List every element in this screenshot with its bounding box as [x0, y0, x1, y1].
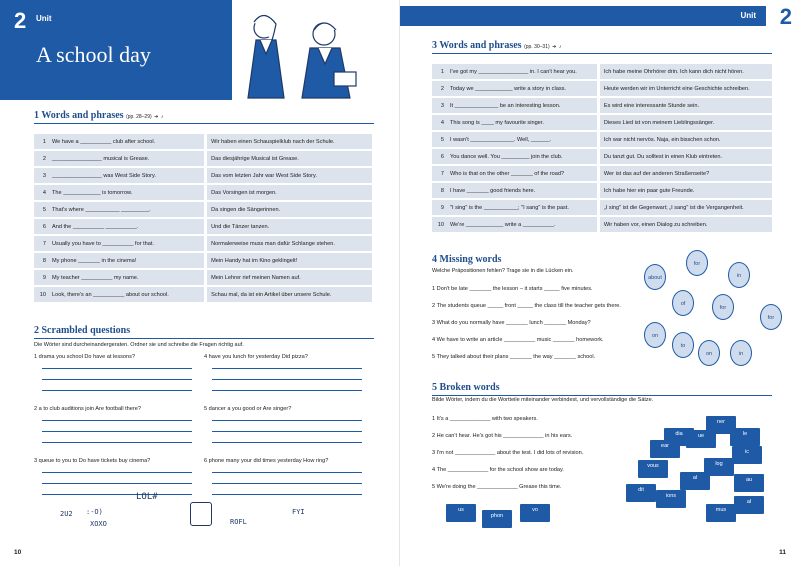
- german-cell: Es wird eine interessante Stunde sein.: [600, 98, 772, 113]
- answer-line[interactable]: [212, 420, 362, 421]
- section1-table: [34, 132, 372, 304]
- section3-table: [432, 62, 772, 234]
- german-cell: Und die Tänzer tanzen.: [207, 219, 372, 234]
- row-number: 10: [34, 287, 48, 302]
- english-cell[interactable]: It ______________ be an interesting lesson.: [446, 98, 597, 113]
- row-number: 2: [432, 81, 446, 96]
- balloon-word[interactable]: for: [712, 294, 734, 320]
- sentence-item[interactable]: 5 They talked about their plans _______ the way _______ school.: [432, 354, 596, 360]
- balloon-word[interactable]: on: [644, 322, 666, 348]
- english-cell[interactable]: "I sing" is the ___________; "I sang" is the past.: [446, 200, 597, 215]
- table-row: [34, 270, 372, 285]
- cheese-piece[interactable]: au: [734, 474, 764, 492]
- cheese-piece[interactable]: le: [730, 428, 760, 446]
- german-cell: Ich habe meine Ohrhörer drin. Ich kann dich nicht hören.: [600, 64, 772, 79]
- german-cell: Wir haben einen Schauspielklub nach der Schule.: [207, 134, 372, 149]
- answer-line[interactable]: [42, 442, 192, 443]
- german-cell: Du tanzt gut. Du solltest in einen Klub eintreten.: [600, 149, 772, 164]
- table-row: [34, 253, 372, 268]
- row-number: 7: [34, 236, 48, 251]
- balloon-word[interactable]: about: [644, 264, 666, 290]
- table-row: [34, 151, 372, 166]
- row-number: 4: [432, 115, 446, 130]
- section4-instruction: Welche Präpositionen fehlen? Trage sie in die Lücken ein.: [432, 268, 574, 274]
- german-cell: Das Vorsingen ist morgen.: [207, 185, 372, 200]
- unit-label: Unit: [36, 14, 52, 23]
- cheese-piece[interactable]: mus: [706, 504, 736, 522]
- table-row: [432, 200, 772, 215]
- row-number: 7: [432, 166, 446, 181]
- answer-line[interactable]: [212, 442, 362, 443]
- table-row: [432, 149, 772, 164]
- table-row: [432, 166, 772, 181]
- row-number: 3: [34, 168, 48, 183]
- arrow-right-icon: ➜: [154, 114, 159, 120]
- section2-heading: 2 Scrambled questions: [34, 325, 131, 336]
- english-cell[interactable]: Today we ____________ write a story in class.: [446, 81, 597, 96]
- sentence-item[interactable]: 1 Don't be late _______ the lesson – it starts _____ five minutes.: [432, 286, 593, 292]
- sentence-item[interactable]: 5 We're doing the _____________ Grease this time.: [432, 484, 562, 490]
- table-row: [34, 168, 372, 183]
- cheese-piece[interactable]: ear: [650, 440, 680, 458]
- answer-line[interactable]: [212, 390, 362, 391]
- row-number: 1: [432, 64, 446, 79]
- german-cell: Wer ist das auf der anderen Straßenseite?: [600, 166, 772, 181]
- german-cell: Mein Lehrer rief meinen Namen auf.: [207, 270, 372, 285]
- balloon-word[interactable]: for: [686, 250, 708, 276]
- german-cell: Schau mal, da ist ein Artikel über unsere Schule.: [207, 287, 372, 302]
- english-cell[interactable]: ________________ was West Side Story.: [48, 168, 204, 183]
- english-cell[interactable]: That's where ___________ _________.: [48, 202, 204, 217]
- english-cell[interactable]: ________________ musical is Grease.: [48, 151, 204, 166]
- sentence-item[interactable]: 2 He can't hear. He's got his _____________ in his ears.: [432, 433, 573, 439]
- page-title: A school day: [36, 42, 151, 67]
- unit-number-right: 2: [779, 4, 792, 29]
- balloon-word[interactable]: in: [730, 340, 752, 366]
- english-cell[interactable]: We're ____________ write a __________.: [446, 217, 597, 232]
- section5-instruction: Bilde Wörter, indem du die Wortteile miteinander verbindest, und vervollständige die Sätze.: [432, 397, 654, 403]
- table-row: [432, 183, 772, 198]
- row-number: 10: [432, 217, 446, 232]
- answer-line[interactable]: [42, 483, 192, 484]
- balloon-word[interactable]: of: [672, 290, 694, 316]
- german-cell: Das vom letzten Jahr war West Side Story.: [207, 168, 372, 183]
- german-cell: Normalerweise muss man dafür Schlange stehen.: [207, 236, 372, 251]
- row-number: 1: [34, 134, 48, 149]
- table-row: [34, 236, 372, 251]
- answer-line[interactable]: [42, 368, 192, 369]
- cheese-piece[interactable]: us: [446, 504, 476, 522]
- cheese-piece[interactable]: vous: [638, 460, 668, 478]
- answer-line[interactable]: [212, 431, 362, 432]
- row-number: 5: [34, 202, 48, 217]
- row-number: 5: [432, 132, 446, 147]
- answer-line[interactable]: [212, 494, 362, 495]
- english-cell[interactable]: I've got my ________________ in. I can't hear you.: [446, 64, 597, 79]
- page-number-right: 11: [779, 549, 786, 556]
- unit-label-right: Unit: [740, 11, 756, 20]
- english-cell[interactable]: The ____________ is tomorrow.: [48, 185, 204, 200]
- table-row: [34, 202, 372, 217]
- english-cell[interactable]: Look, there's an __________ about our school.: [48, 287, 204, 302]
- answer-line[interactable]: [42, 472, 192, 473]
- question-item: 5 dancer a you good or Are singer?: [204, 406, 292, 412]
- table-row: [34, 287, 372, 302]
- answer-line[interactable]: [42, 420, 192, 421]
- table-row: [34, 185, 372, 200]
- table-row: [432, 81, 772, 96]
- question-item: 1 drama you school Do have at lessons?: [34, 354, 136, 360]
- row-number: 2: [34, 151, 48, 166]
- english-cell[interactable]: Usually you have to __________ for that.: [48, 236, 204, 251]
- answer-line[interactable]: [212, 483, 362, 484]
- balloon-word[interactable]: to: [672, 332, 694, 358]
- row-number: 9: [432, 200, 446, 215]
- question-item: 2 a to club auditions join Are football there?: [34, 406, 141, 412]
- table-row: [432, 132, 772, 147]
- answer-line[interactable]: [42, 431, 192, 432]
- english-cell[interactable]: My phone _______ in the cinema!: [48, 253, 204, 268]
- section1-heading: 1 Words and phrases (pp. 28–29) ➜ ♪: [34, 110, 164, 121]
- section3-heading: 3 Words and phrases (pp. 30–31) ➜ ♪: [432, 40, 562, 51]
- unit-number: 2: [14, 8, 27, 33]
- row-number: 4: [34, 185, 48, 200]
- row-number: 9: [34, 270, 48, 285]
- table-row: [34, 219, 372, 234]
- german-cell: „I sing" ist die Gegenwart; „I sang" ist die Vergangenheit.: [600, 200, 772, 215]
- section5-heading: 5 Broken words: [432, 382, 500, 393]
- answer-line[interactable]: [212, 472, 362, 473]
- answer-line[interactable]: [42, 494, 192, 495]
- english-cell[interactable]: I have _______ good friends here.: [446, 183, 597, 198]
- table-row: [34, 134, 372, 149]
- cheese-piece[interactable]: al: [680, 472, 710, 490]
- table-row: [432, 115, 772, 130]
- german-cell: Mein Handy hat im Kino geklingelt!: [207, 253, 372, 268]
- cheese-piece[interactable]: al: [734, 496, 764, 514]
- row-number: 6: [34, 219, 48, 234]
- answer-line[interactable]: [212, 368, 362, 369]
- english-cell[interactable]: I wasn't ______________. Well, ______.: [446, 132, 597, 147]
- audio-icon: ♪: [558, 44, 562, 50]
- right-page: [400, 0, 800, 566]
- table-row: [432, 64, 772, 79]
- german-cell: Wir haben vor, einen Dialog zu schreiben.: [600, 217, 772, 232]
- german-cell: Ich habe hier ein paar gute Freunde.: [600, 183, 772, 198]
- students-illustration: [226, 6, 376, 100]
- table-row: [432, 217, 772, 232]
- answer-line[interactable]: [42, 379, 192, 380]
- english-cell[interactable]: We have a __________ club after school.: [48, 134, 204, 149]
- section4-heading: 4 Missing words: [432, 254, 502, 265]
- german-cell: Da singen die Sängerinnen.: [207, 202, 372, 217]
- arrow-right-icon: ➜: [552, 44, 557, 50]
- row-number: 3: [432, 98, 446, 113]
- sentence-item[interactable]: 4 We have to write an article __________ music _______ homework.: [432, 337, 604, 343]
- row-number: 8: [432, 183, 446, 198]
- english-cell[interactable]: My teacher __________ my name.: [48, 270, 204, 285]
- audio-icon: ♪: [160, 114, 164, 120]
- phone-doodle: [190, 502, 212, 526]
- doodles: 2U2 :-O) XOXO LOL# ROFL FYI: [60, 492, 305, 528]
- table-row: [432, 98, 772, 113]
- sentence-item[interactable]: 3 I'm not _____________ about the test. I did lots of revision.: [432, 450, 584, 456]
- sentence-item[interactable]: 1 It's a _____________ with two speakers.: [432, 416, 538, 422]
- cheese-piece[interactable]: ue: [686, 430, 716, 448]
- question-item: 4 have you lunch for yesterday Did pizza?: [204, 354, 308, 360]
- sentence-item[interactable]: 4 The _____________ for the school show are today.: [432, 467, 564, 473]
- cheese-piece[interactable]: phon: [482, 510, 512, 528]
- cheese-piece[interactable]: log: [704, 458, 734, 476]
- english-cell[interactable]: Who is that on the other _______ of the road?: [446, 166, 597, 181]
- page-number-left: 10: [14, 549, 22, 556]
- answer-line[interactable]: [212, 379, 362, 380]
- english-cell[interactable]: You dance well. You _________ join the club.: [446, 149, 597, 164]
- german-cell: Ich war nicht nervös. Naja, ein bisschen schon.: [600, 132, 772, 147]
- balloon-word[interactable]: on: [698, 340, 720, 366]
- balloon-word[interactable]: for: [760, 304, 782, 330]
- english-cell[interactable]: This song is ____ my favourite singer.: [446, 115, 597, 130]
- question-item: 6 phone many your did times yesterday How ring?: [204, 458, 329, 464]
- cheese-piece[interactable]: dit: [626, 484, 656, 502]
- row-number: 8: [34, 253, 48, 268]
- cheese-piece[interactable]: vo: [520, 504, 550, 522]
- german-cell: Heute werden wir im Unterricht eine Geschichte schreiben.: [600, 81, 772, 96]
- sentence-item[interactable]: 2 The students queue _____ front _____ the class till the teacher gets there.: [432, 303, 621, 309]
- sentence-item[interactable]: 3 What do you normally have _______ lunch _______ Monday?: [432, 320, 591, 326]
- cheese-piece[interactable]: ic: [732, 446, 762, 464]
- cheese-piece[interactable]: ions: [656, 490, 686, 508]
- question-item: 3 queue to you to Do have tickets buy cinema?: [34, 458, 151, 464]
- answer-line[interactable]: [42, 390, 192, 391]
- german-cell: Das diesjährige Musical ist Grease.: [207, 151, 372, 166]
- cheese-piece[interactable]: ner: [706, 416, 736, 434]
- cheese-piece[interactable]: dia: [664, 428, 694, 446]
- german-cell: Dieses Lied ist von meinem Lieblingssänger.: [600, 115, 772, 130]
- section2-instruction: Die Wörter sind durcheinandergeraten. Ordner sie und schreibe die Fragen richtig auf.: [34, 342, 244, 348]
- balloon-word[interactable]: in: [728, 262, 750, 288]
- english-cell[interactable]: And the __________ __________.: [48, 219, 204, 234]
- row-number: 6: [432, 149, 446, 164]
